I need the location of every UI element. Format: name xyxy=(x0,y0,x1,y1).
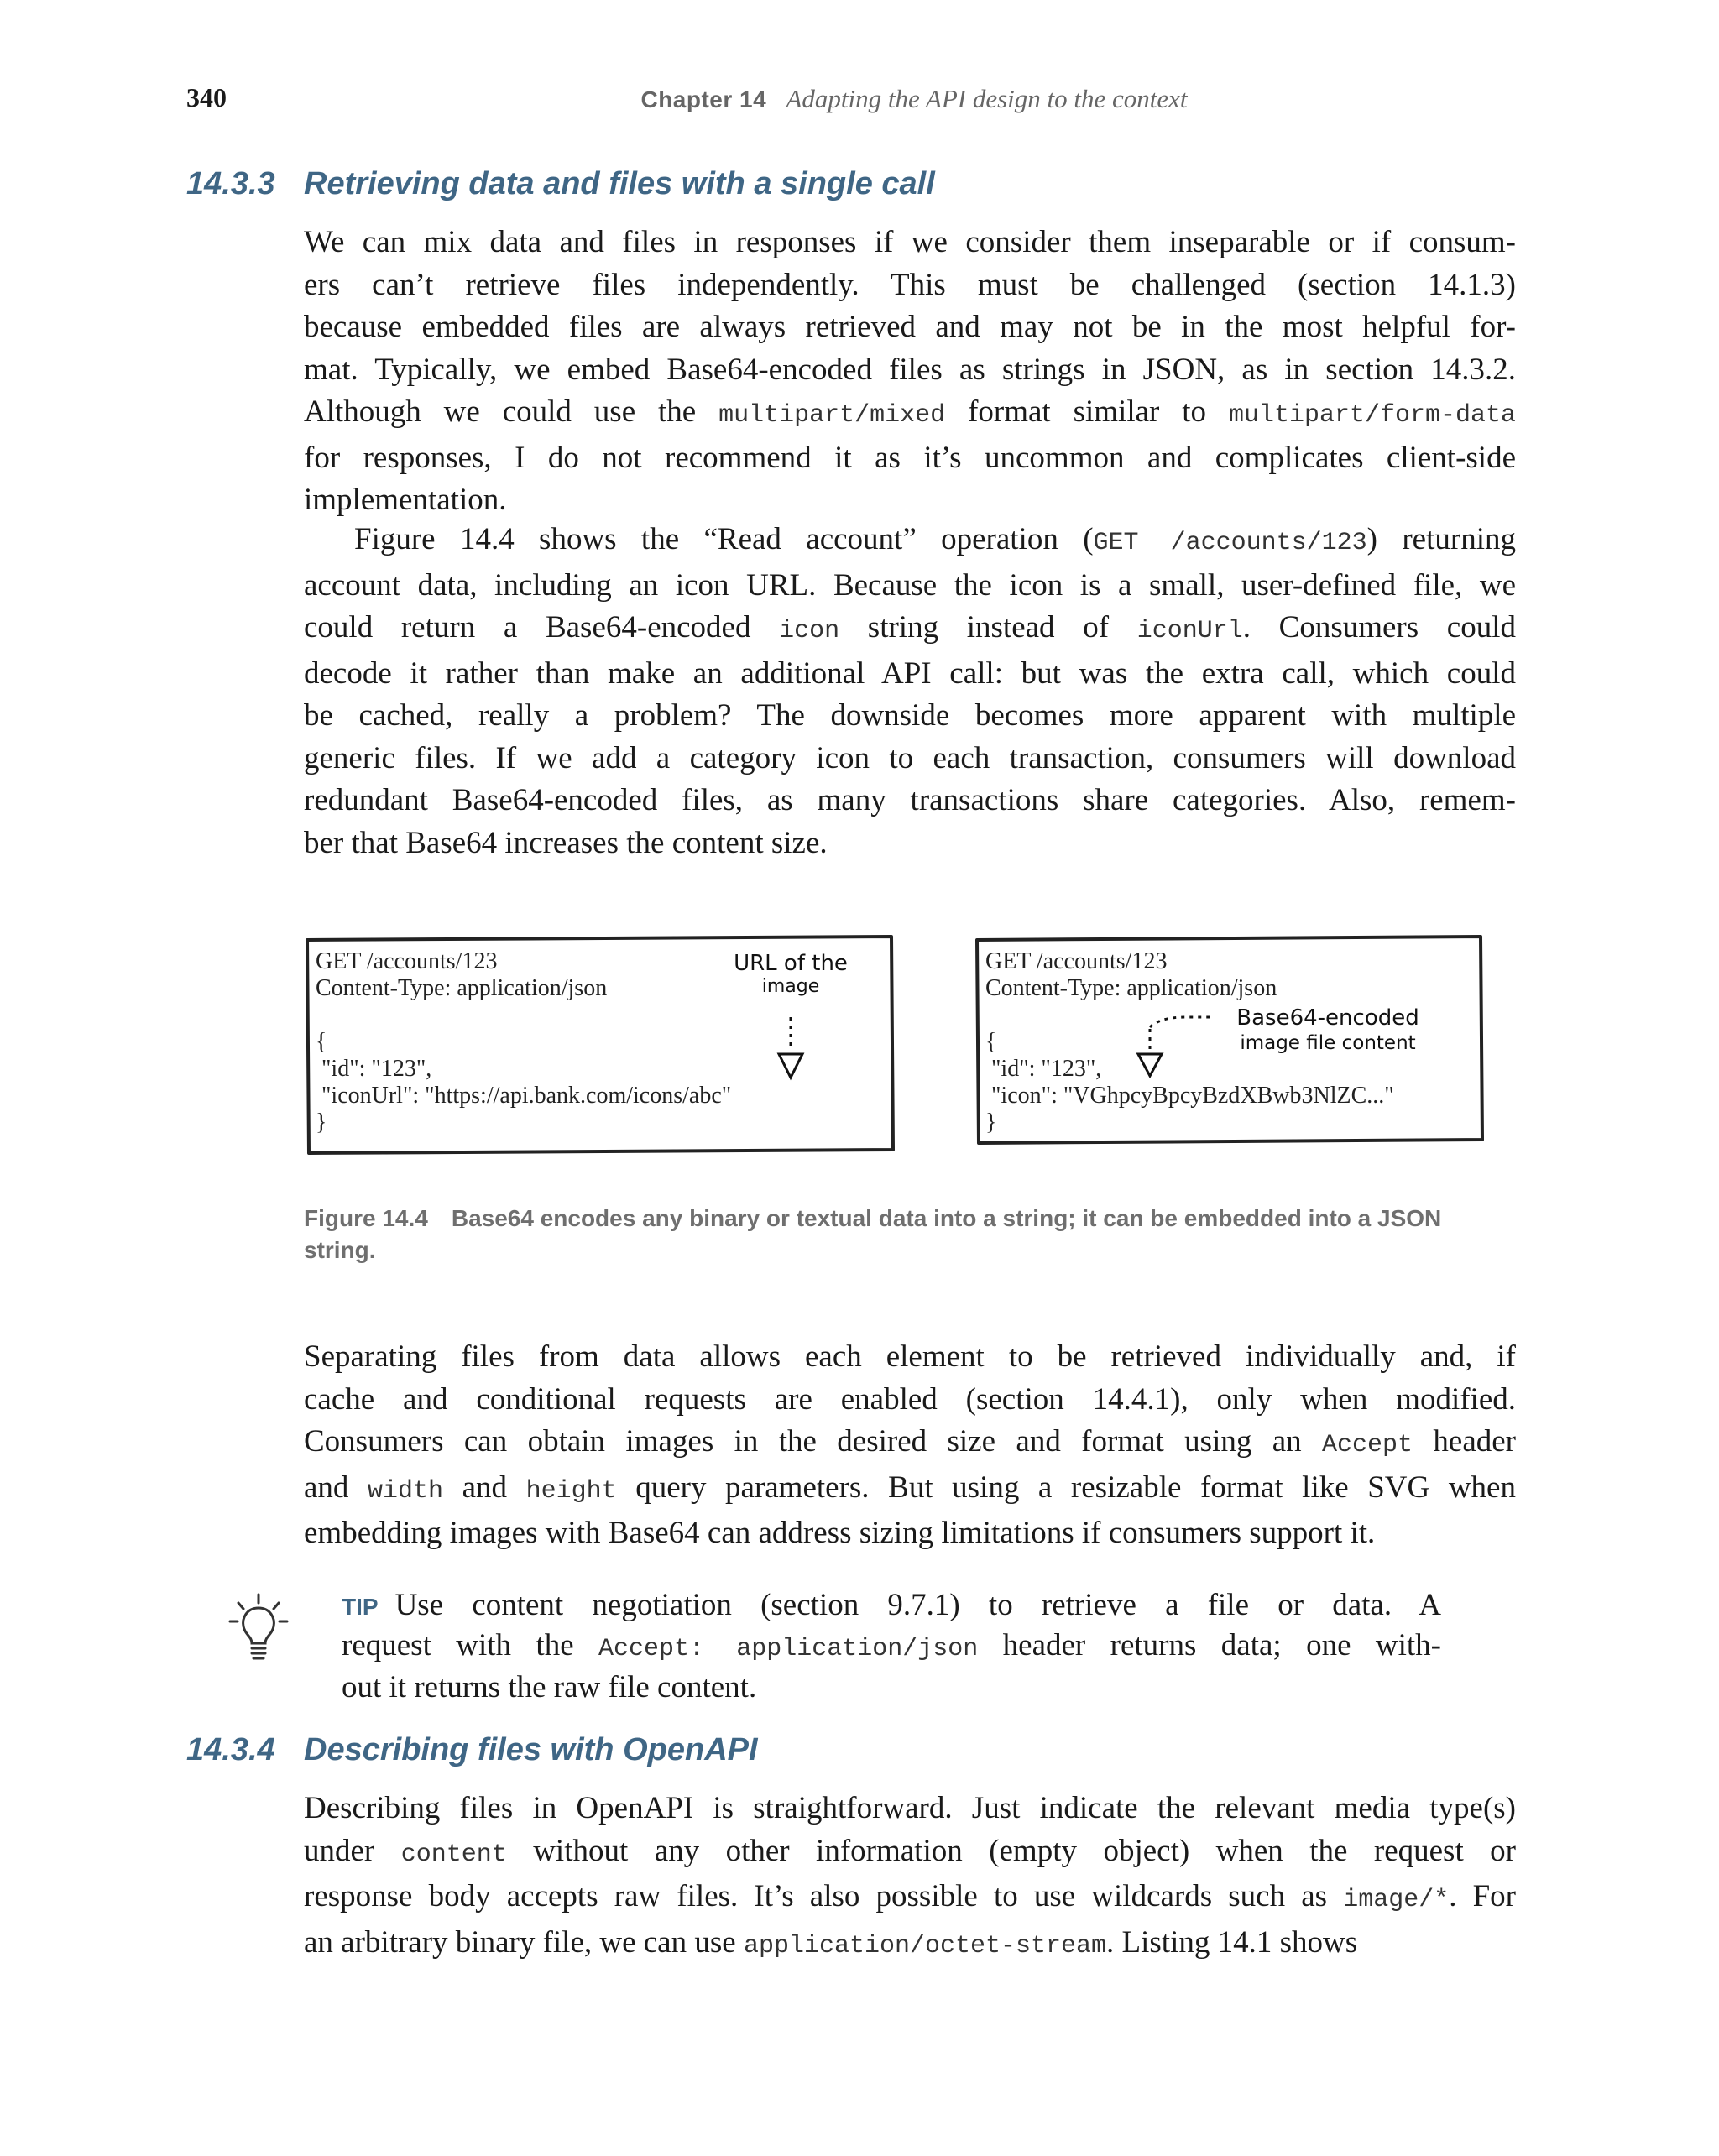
right-annotation xyxy=(1219,1005,1437,1056)
code-line: Content-Type: application/json xyxy=(985,975,1277,1001)
para2-line xyxy=(304,780,1516,822)
paragraph-3 xyxy=(304,1336,1516,1555)
text-run: ber that Base64 increases the content size. xyxy=(304,825,828,860)
text-run: format similar to xyxy=(945,394,1229,429)
text-run: . Listing 14.1 shows xyxy=(1106,1924,1358,1960)
text-run: header xyxy=(1413,1424,1516,1459)
para2-line xyxy=(304,738,1516,780)
para2-line xyxy=(304,653,1516,696)
left-code-block xyxy=(316,948,731,1136)
para3-line xyxy=(304,1379,1516,1422)
tip-line xyxy=(342,1626,1441,1668)
text-run: header returns data; one with- xyxy=(978,1628,1441,1663)
left-arrowhead xyxy=(779,1054,802,1078)
inline-code: image/* xyxy=(1343,1886,1450,1914)
inline-code: application/octet-stream xyxy=(743,1931,1107,1960)
para2-line xyxy=(304,519,1516,565)
inline-code: width xyxy=(368,1476,444,1506)
para4-line xyxy=(304,1830,1516,1877)
inline-code: multipart/form-data xyxy=(1228,401,1516,430)
text-run: embedding images with Base64 can address sizing limitations if consumers support it. xyxy=(304,1516,1376,1550)
paragraph-4 xyxy=(304,1788,1516,1967)
text-run: request with the xyxy=(342,1628,599,1663)
para4-line xyxy=(304,1922,1516,1968)
figure-caption xyxy=(304,1203,1496,1266)
code-line: "id": "123", xyxy=(985,1056,1102,1082)
para2-line xyxy=(304,822,1516,865)
section-title: Retrieving data and files with a single call xyxy=(304,166,935,201)
code-line: "iconUrl": "https://api.bank.com/icons/abc" xyxy=(316,1083,732,1109)
text-run: We can mix data and files in responses if we consider them inseparable or if consum- xyxy=(304,225,1516,259)
chapter-title: Adapting the API design to the context xyxy=(786,84,1188,113)
code-line: GET /accounts/123 xyxy=(316,948,498,974)
section-heading-14-3-3 xyxy=(186,166,935,202)
text-run: Figure 14.4 shows the “Read account” operation ( xyxy=(354,522,1094,556)
text-run: be cached, really a problem? The downside becomes more apparent with multiple xyxy=(304,698,1516,733)
text-run: under xyxy=(304,1833,401,1868)
text-run: ) returning xyxy=(1366,522,1516,556)
text-run: could return a Base64-encoded xyxy=(304,610,780,645)
code-line: } xyxy=(316,1109,327,1135)
right-annotation-line2: image file content xyxy=(1240,1032,1416,1054)
text-run: out it returns the raw file content. xyxy=(342,1670,757,1704)
inline-code: GET /accounts/123 xyxy=(1093,529,1367,557)
text-run: Use content negotiation (section 9.7.1) to retrieve a file or data. A xyxy=(394,1588,1441,1622)
text-run: string instead of xyxy=(839,610,1137,645)
paragraph-2 xyxy=(304,519,1516,864)
left-annotation-line2: image xyxy=(761,976,820,997)
code-line: } xyxy=(985,1109,997,1135)
code-line: { xyxy=(985,1029,997,1055)
section-number: 14.3.4 xyxy=(186,1732,275,1767)
text-run: . For xyxy=(1449,1879,1516,1913)
para1-line xyxy=(304,391,1516,437)
text-run: and xyxy=(443,1470,526,1505)
code-line xyxy=(316,1002,731,1029)
para3-line xyxy=(304,1512,1516,1555)
text-run: mat. Typically, we embed Base64-encoded files as strings in JSON, as in section 14.3.2. xyxy=(304,352,1516,387)
para2-line xyxy=(304,607,1516,653)
caption-text: Base64 encodes any binary or textual data into a string; it can be embedded into a JSON string. xyxy=(304,1205,1442,1263)
inline-code: content xyxy=(400,1840,507,1869)
text-run: . Consumers could xyxy=(1242,610,1517,645)
code-line: "icon": "VGhpcyBpcyBzdXBwb3NlZC..." xyxy=(985,1083,1394,1109)
inline-code: iconUrl xyxy=(1136,617,1243,645)
code-line: Content-Type: application/json xyxy=(316,975,608,1001)
para3-line xyxy=(304,1467,1516,1513)
text-run: and xyxy=(304,1470,368,1505)
code-line: "id": "123", xyxy=(316,1056,432,1082)
text-run: implementation. xyxy=(304,483,507,517)
page-number: 340 xyxy=(186,82,227,112)
section-title: Describing files with OpenAPI xyxy=(304,1732,758,1767)
section-number: 14.3.3 xyxy=(186,166,275,201)
code-line: { xyxy=(316,1029,327,1055)
para1-line xyxy=(304,222,1516,264)
text-run: redundant Base64-encoded files, as many transactions share categories. Also, remem- xyxy=(304,783,1516,817)
text-run: generic files. If we add a category icon to each transaction, consumers will download xyxy=(304,740,1516,775)
para4-line xyxy=(304,1788,1516,1830)
text-run: without any other information (empty object) when the request or xyxy=(506,1833,1516,1868)
inline-code: Accept xyxy=(1322,1431,1413,1459)
text-run: response body accepts raw files. It’s also possible to use wildcards such as xyxy=(304,1879,1344,1913)
text-run: for responses, I do not recommend it as it’s uncommon and complicates client-side xyxy=(304,440,1516,475)
text-run: Describing files in OpenAPI is straightforward. Just indicate the relevant media type(s) xyxy=(304,1791,1516,1825)
text-run: because embedded files are always retrieved and may not be in the most helpful for- xyxy=(304,310,1516,344)
tip-line xyxy=(342,1586,1441,1626)
figure-14-4 xyxy=(304,933,1487,1160)
text-run: account data, including an icon URL. Because the icon is a small, user-defined file, we xyxy=(304,567,1516,603)
text-run: query parameters. But using a resizable format like SVG when xyxy=(616,1470,1516,1505)
running-header xyxy=(0,84,1719,114)
text-run: Although we could use the xyxy=(304,394,719,429)
paragraph-1 xyxy=(304,222,1516,522)
para2-line xyxy=(304,565,1516,608)
text-run: decode it rather than make an additional API call: but was the extra call, which could xyxy=(304,655,1516,691)
tip-label: TIP xyxy=(342,1594,379,1620)
para4-line xyxy=(304,1876,1516,1922)
tip-block xyxy=(342,1586,1441,1707)
para1-line xyxy=(304,349,1516,392)
para1-line xyxy=(304,306,1516,349)
para3-line xyxy=(304,1421,1516,1467)
text-run: an arbitrary binary file, we can use xyxy=(304,1924,744,1960)
left-annotation-line1: URL of the xyxy=(734,951,848,976)
section-heading-14-3-4 xyxy=(186,1732,758,1768)
para2-line xyxy=(304,695,1516,738)
left-annotation xyxy=(732,952,849,999)
para3-line xyxy=(304,1336,1516,1379)
right-annotation-line1: Base64-encoded xyxy=(1236,1005,1419,1031)
inline-code: multipart/mixed xyxy=(718,401,946,430)
text-run: Separating files from data allows each element to be retrieved individually and, if xyxy=(304,1339,1516,1374)
tip-line xyxy=(342,1668,1441,1707)
chapter-label: Chapter 14 xyxy=(640,86,767,112)
para1-line xyxy=(304,264,1516,307)
caption-label: Figure 14.4 xyxy=(304,1205,428,1231)
para1-line xyxy=(304,479,1516,522)
text-run: Consumers can obtain images in the desired size and format using an xyxy=(304,1424,1322,1459)
text-run: cache and conditional requests are enabled (section 14.4.1), only when modified. xyxy=(304,1381,1516,1417)
text-run: ers can’t retrieve files independently. This must be challenged (section 14.1.3) xyxy=(304,267,1516,302)
inline-code: icon xyxy=(779,617,840,645)
code-line: GET /accounts/123 xyxy=(985,948,1168,974)
inline-code: height xyxy=(525,1476,617,1506)
lightbulb-icon xyxy=(228,1591,289,1667)
inline-code: Accept: application/json xyxy=(598,1635,979,1663)
para1-line xyxy=(304,437,1516,480)
